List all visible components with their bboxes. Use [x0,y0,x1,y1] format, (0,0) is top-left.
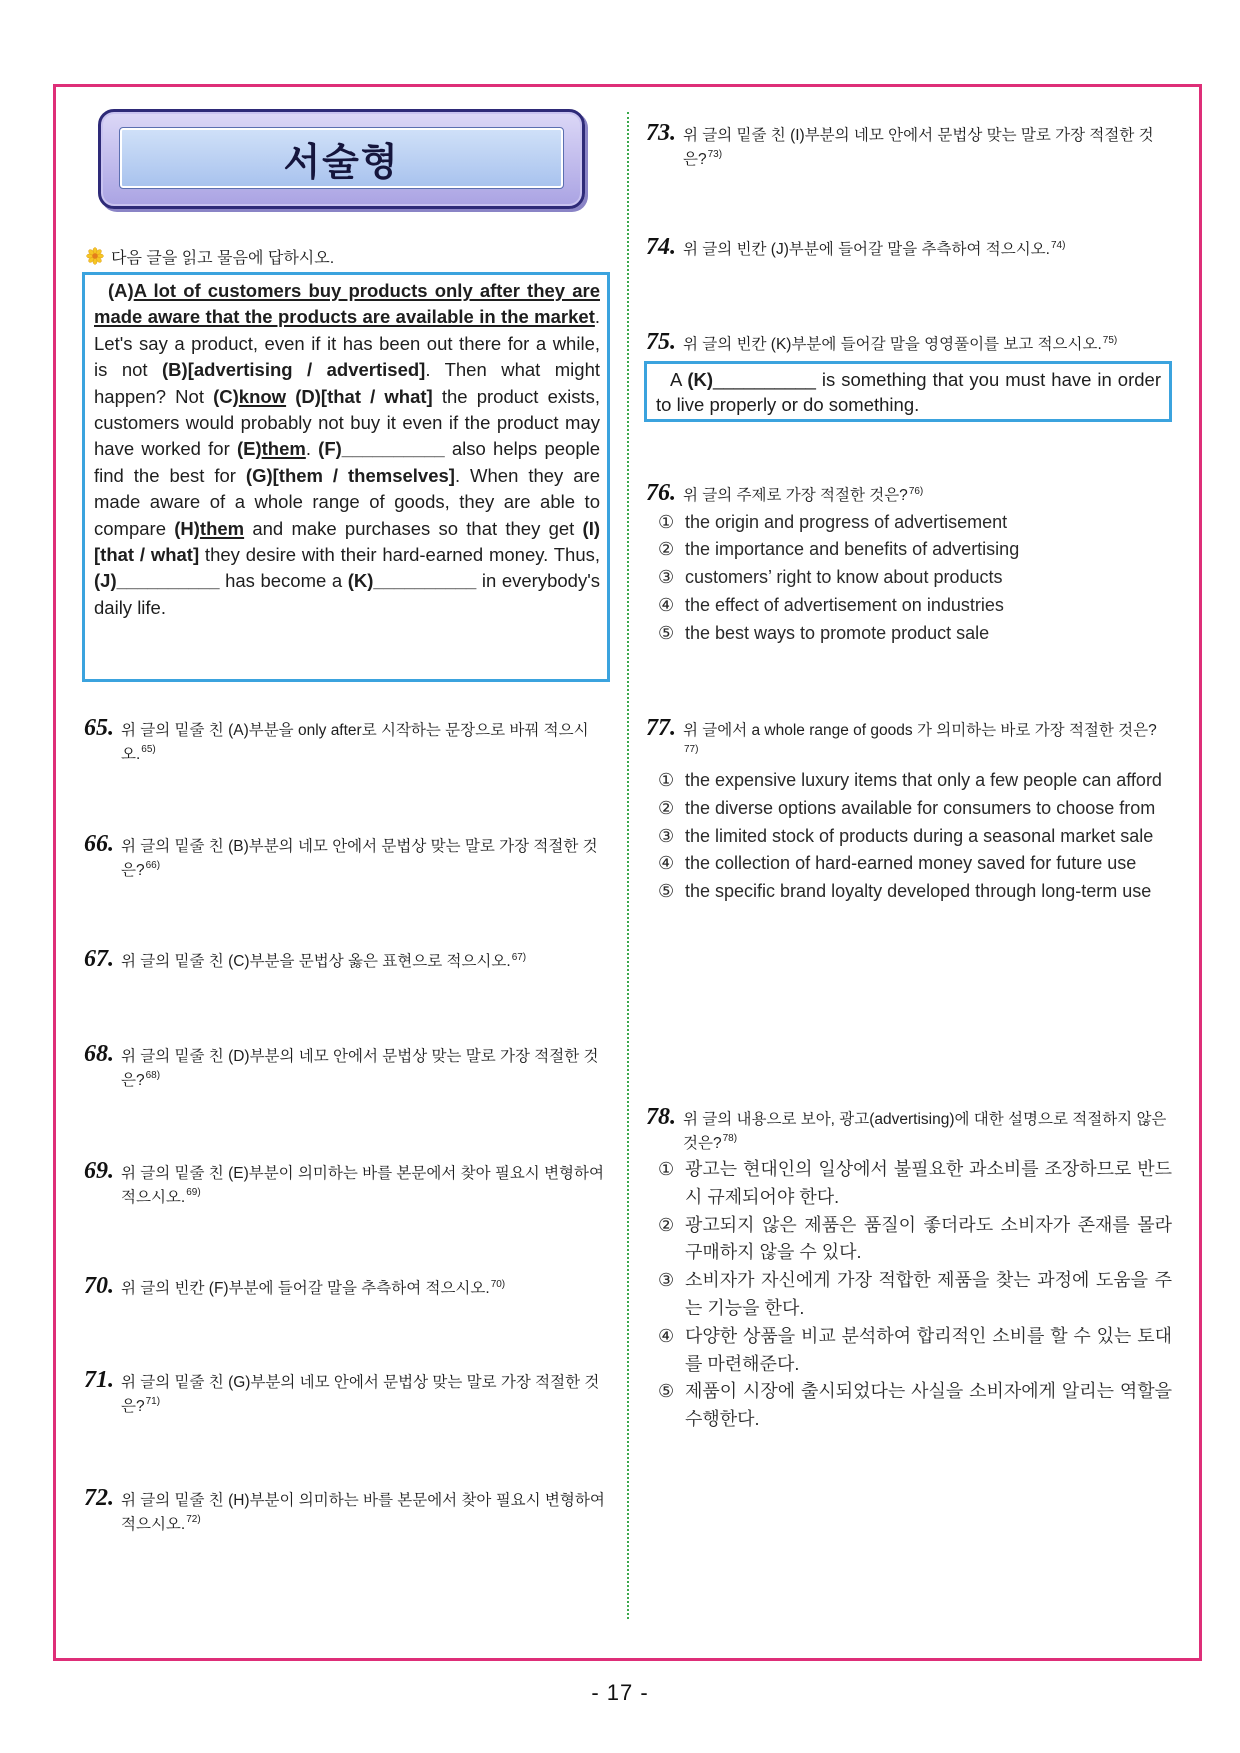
instruction-text: 다음 글을 읽고 물음에 답하시오. [111,249,335,267]
question-69 [84,1158,609,1209]
question-73 [646,120,1172,171]
question-stem [84,1041,609,1092]
option-text: 광고되지 않은 제품은 품질이 좋더라도 소비자가 존재를 몰라 구매하지 않을 수 있다. [685,1214,1172,1263]
question-text: 위 글의 밑줄 친 (H)부분이 의미하는 바를 본문에서 찾아 필요시 변형하여 적으시오. [121,1492,605,1533]
text-run: (H) [174,517,200,539]
footnote-ref: 75) [1102,334,1118,346]
question-stem [84,1367,609,1418]
text-run: . When they are made aware of a whole range of goods, they are able to compare [94,464,600,539]
text-run: and make purchases so that they get [244,517,583,539]
question-text: 위 글의 빈칸 (J)부분에 들어갈 말을 추측하여 적으시오. [683,241,1050,258]
option-text: the best ways to promote product sale [685,622,990,643]
question-text-wrap [683,1108,1172,1155]
option-marker: ① [658,511,675,532]
option-text: the importance and benefits of advertising [685,539,1020,560]
definition-box [644,361,1172,422]
text-run: also helps people find the best for [94,438,601,486]
option-marker: ② [658,797,675,818]
question-number: 66. [84,831,114,857]
question-stem [646,715,1172,766]
option-text: customers’ right to know about products [685,567,1003,588]
section-title-box [98,109,585,209]
question-stem [646,480,1172,508]
footnote-ref: 78) [722,1133,738,1145]
question-text-wrap [683,238,1172,262]
question-text: 위 글의 빈칸 (F)부분에 들어갈 말을 추측하여 적으시오. [121,1280,490,1297]
answer-option [658,767,1172,795]
question-number: 74. [646,234,676,260]
question-72 [84,1485,609,1536]
answer-option [658,1378,1172,1434]
option-marker: ④ [658,853,675,874]
question-78 [646,1104,1172,1434]
question-77 [646,715,1172,906]
question-text-wrap [121,719,609,766]
question-stem [646,329,1172,357]
option-text: the specific brand loyalty developed through long-term use [685,881,1152,902]
question-text-wrap [121,1045,609,1092]
footnote-ref: 77) [684,744,699,756]
question-70 [84,1273,609,1301]
flower-icon [86,247,104,265]
question-65 [84,715,609,766]
section-title-panel [120,128,563,188]
question-text: 위 글의 밑줄 친 (C)부분을 문법상 옳은 표현으로 적으시오. [121,953,511,970]
question-text-wrap [683,333,1172,357]
option-text: the effect of advertisement on industries [685,594,1004,615]
answer-option [658,1156,1172,1212]
question-stem [646,120,1172,171]
option-marker: ⑤ [658,1381,675,1402]
question-76 [646,480,1172,647]
question-stem [646,234,1172,262]
footnote-ref: 67) [511,951,527,963]
text-run: know [238,385,287,407]
question-stem [84,1273,609,1301]
option-text: 제품이 시장에 출시되었다는 사실을 소비자에게 알리는 역할을 수행한다. [685,1381,1172,1430]
option-marker: ③ [658,1270,675,1291]
text-run: A [670,368,688,390]
text-run: (F)__________ [318,438,445,460]
option-marker: ② [658,1214,675,1235]
footnote-ref: 76) [908,485,924,497]
question-stem [84,715,609,766]
answer-option [658,878,1172,906]
text-run: them [261,438,306,460]
footnote-ref: 66) [145,860,161,872]
text-run: (K)__________ [347,570,477,592]
question-number: 77. [646,715,676,741]
question-stem [646,1104,1172,1155]
answer-option [658,1323,1172,1379]
reading-passage [82,272,610,682]
text-run: . Then what might happen? Not [94,359,601,407]
question-text-wrap [121,1277,609,1301]
text-run: in everybody's daily life. [94,570,600,618]
text-run: . [305,438,319,460]
question-text: 위 글의 밑줄 친 (A)부분을 only after로 시작하는 문장으로 바꿔 적으시오. [121,722,589,763]
option-marker: ⑤ [658,622,675,643]
text-run: (J)__________ [94,570,220,592]
option-text: the origin and progress of advertisement [685,511,1008,532]
answer-options [658,1156,1172,1434]
question-text: 위 글의 밑줄 친 (E)부분이 의미하는 바를 본문에서 찾아 필요시 변형하여 적으시오. [121,1165,604,1206]
footnote-ref: 73) [707,149,723,161]
answer-options [658,767,1172,906]
question-stem [84,831,609,882]
option-marker: ④ [658,594,675,615]
question-number: 73. [646,120,676,146]
question-number: 72. [84,1485,114,1511]
footnote-ref: 72) [186,1514,201,1526]
text-run: A lot of customers buy products only after they are made aware that the products are available in the market [94,280,600,328]
question-text: 위 글의 주제로 가장 적절한 것은? [683,487,908,504]
question-number: 68. [84,1041,114,1067]
question-text: 위 글의 밑줄 친 (G)부분의 네모 안에서 문법상 맞는 말로 가장 적절한 것은? [121,1374,600,1415]
option-marker: ② [658,539,675,560]
page-number: - 17 - [591,1680,649,1705]
text-run: they desire with their hard-earned money. Thus, [199,544,600,566]
question-stem [84,946,609,974]
option-text: the diverse options available for consumers to choose from [685,797,1156,818]
question-number: 78. [646,1104,676,1130]
option-text: the collection of hard-earned money saved for future use [685,853,1137,874]
text-run: (A) [108,280,134,301]
answer-option [658,1212,1172,1268]
question-number: 67. [84,946,114,972]
answer-option [658,1267,1172,1323]
option-marker: ③ [658,567,675,588]
question-number: 76. [646,480,676,506]
question-text-wrap [121,835,609,882]
question-number: 71. [84,1367,114,1393]
question-number: 65. [84,715,114,741]
text-run: them [199,517,245,539]
text-run [286,386,295,407]
answer-option [658,592,1172,620]
answer-options [658,509,1172,648]
question-66 [84,831,609,882]
answer-option [658,823,1172,851]
column-divider [627,112,629,1619]
question-text-wrap [121,1371,609,1418]
option-marker: ① [658,1159,675,1179]
instruction [86,244,334,268]
text-run: (I)[that / what] [94,517,600,566]
option-marker: ⑤ [658,881,675,902]
footnote-ref: 65) [141,744,156,756]
text-run: has become a [219,570,348,592]
question-text: 위 글의 빈칸 (K)부분에 들어갈 말을 영영풀이를 보고 적으시오. [683,336,1102,353]
answer-option [658,509,1172,537]
text-run: __________ is something that you must have in order to live properly or do something. [656,368,1161,415]
question-67 [84,946,609,974]
answer-option [658,795,1172,823]
question-text-wrap [121,950,609,974]
option-marker: ③ [658,825,675,846]
answer-option [658,620,1172,648]
option-text: 소비자가 자신에게 가장 적합한 제품을 찾는 과정에 도움을 주는 기능을 한다. [685,1270,1172,1318]
text-run: . Let's say a product, even if it has been out there for a while, is not [94,306,600,381]
question-68 [84,1041,609,1092]
question-number: 69. [84,1158,114,1184]
question-text: 위 글의 내용으로 보아, 광고(advertising)에 대한 설명으로 적절하지 않은 것은? [683,1111,1167,1152]
question-text: 위 글의 밑줄 친 (I)부분의 네모 안에서 문법상 맞는 말로 가장 적절한 것은? [683,127,1154,168]
question-text-wrap [683,484,1172,508]
text-run: the product exists, customers would probably not buy it even if the product may have worked for [94,385,601,460]
question-text-wrap [121,1162,609,1209]
text-run: (C) [213,385,239,407]
text-run: (D)[that / what] [295,385,433,407]
question-text-wrap [683,124,1172,171]
footnote-ref: 74) [1050,239,1066,251]
text-run: (E) [236,438,262,460]
option-text: 다양한 상품을 비교 분석하여 합리적인 소비를 할 수 있는 토대를 마련해준다. [685,1325,1172,1374]
text-run: (B)[advertising / advertised] [162,359,426,381]
footnote-ref: 68) [145,1070,161,1082]
footnote-ref: 70) [490,1278,506,1290]
option-marker: ④ [658,1325,675,1346]
question-text: 위 글의 밑줄 친 (D)부분의 네모 안에서 문법상 맞는 말로 가장 적절한 것은? [121,1048,599,1089]
question-number: 70. [84,1273,114,1299]
question-74 [646,234,1172,262]
footnote-ref: 71) [145,1396,161,1408]
answer-option [658,564,1172,592]
question-text: 위 글의 밑줄 친 (B)부분의 네모 안에서 문법상 맞는 말로 가장 적절한 것은? [121,838,598,879]
option-text: the expensive luxury items that only a few people can afford [685,770,1162,790]
question-75 [646,329,1172,422]
question-number: 75. [646,329,676,355]
question-text-wrap [121,1489,609,1536]
text-run: (K) [687,368,713,390]
question-stem [84,1158,609,1209]
section-title: 서술형 [283,139,400,184]
option-text: the limited stock of products during a seasonal market sale [685,825,1154,846]
question-stem [84,1485,609,1536]
question-text: 위 글에서 a whole range of goods 가 의미하는 바로 가장 적절한 것은? [683,722,1157,739]
passage-text [94,278,600,621]
answer-option [658,850,1172,878]
answer-option [658,536,1172,564]
option-marker: ① [658,770,675,790]
text-run: (G)[them / themselves] [245,464,455,486]
question-71 [84,1367,609,1418]
question-text-wrap [683,719,1172,766]
option-text: 광고는 현대인의 일상에서 불필요한 과소비를 조장하므로 반드시 규제되어야 한다. [685,1159,1172,1207]
footnote-ref: 69) [186,1187,201,1199]
